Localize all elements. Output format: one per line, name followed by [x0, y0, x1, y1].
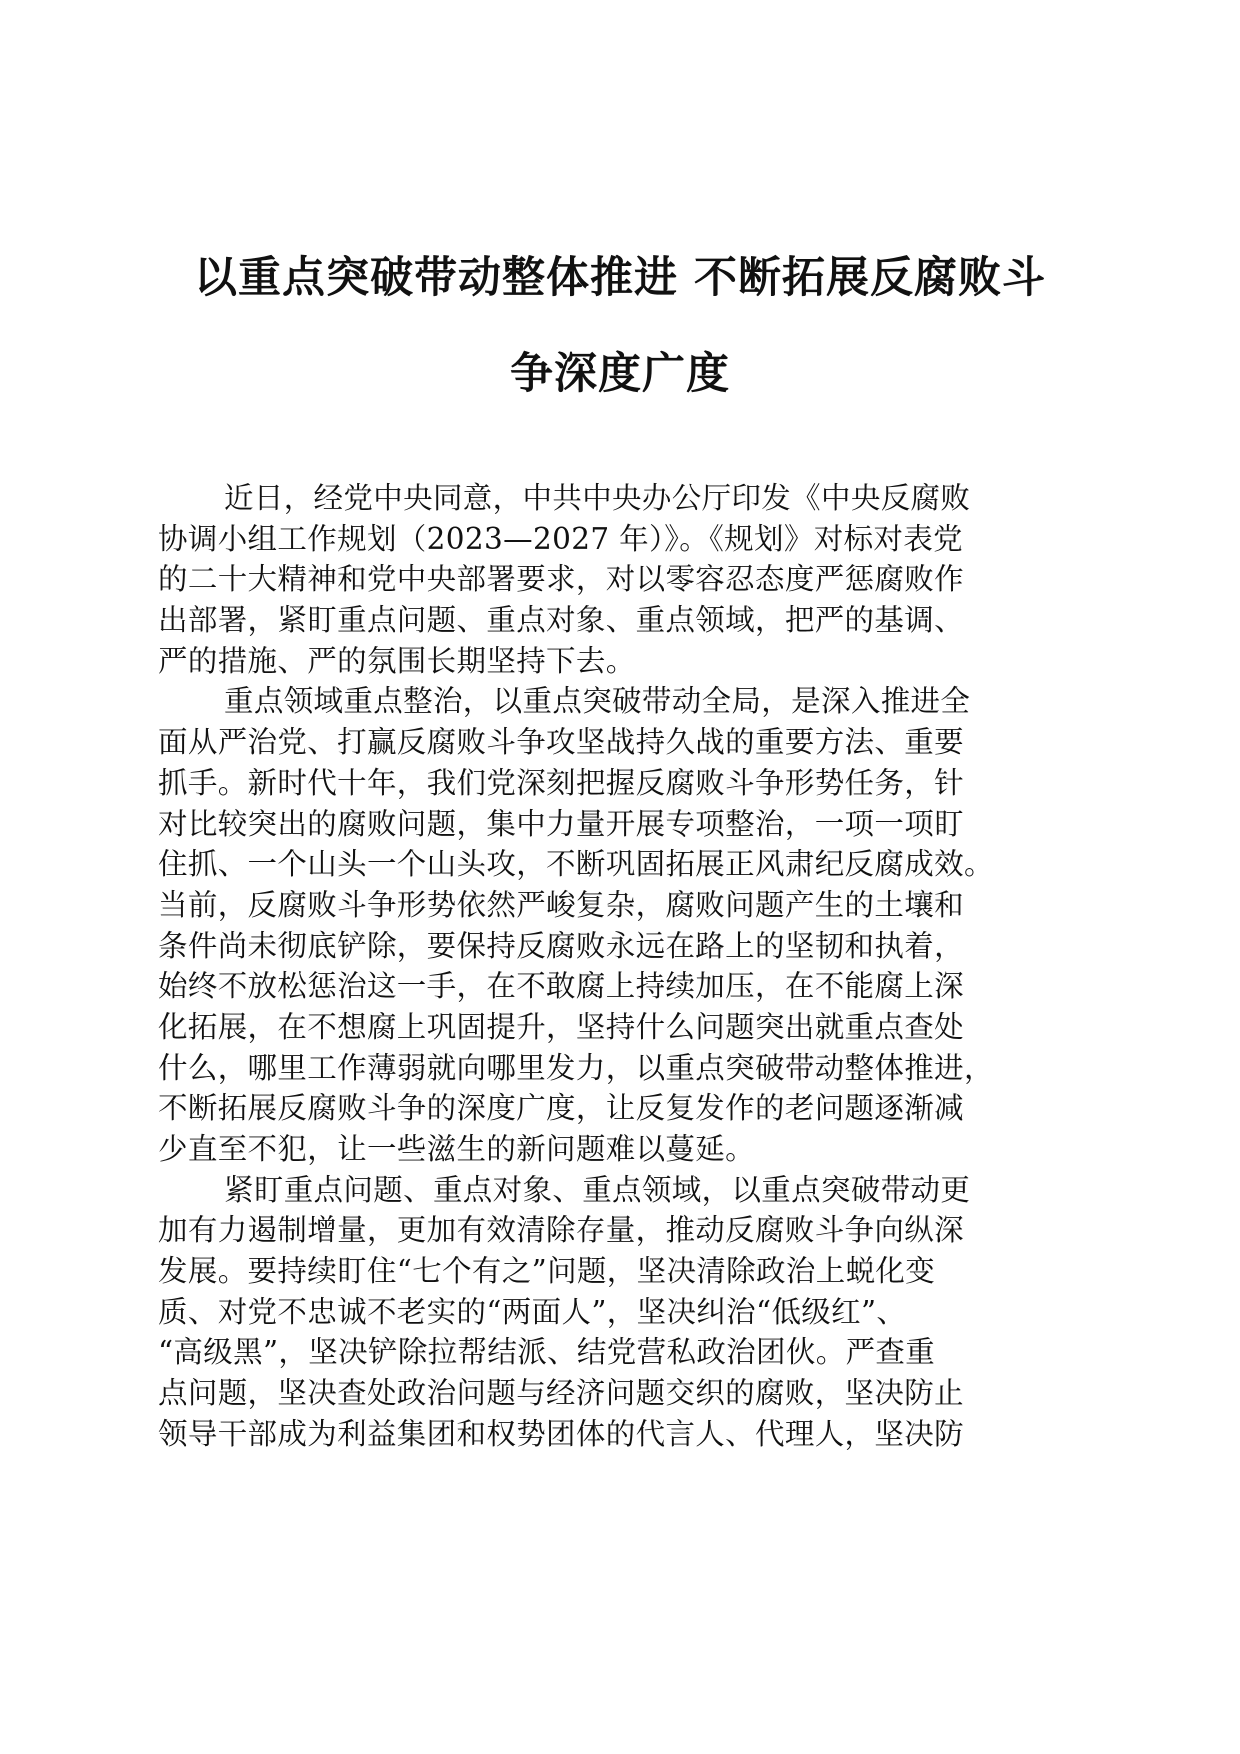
text-line: 加有力遏制增量，更加有效清除存量，推动反腐败斗争向纵深 [158, 1213, 964, 1248]
text-line: 出部署，紧盯重点问题、重点对象、重点领域，把严的基调、 [158, 603, 964, 638]
page-title [150, 252, 1090, 400]
text-line: 发展。要持续盯住“七个有之”问题，坚决清除政治上蜕化变 [158, 1254, 936, 1289]
text-line: “高级黑”，坚决铲除拉帮结派、结党营私政治团伙。严查重 [158, 1335, 936, 1370]
text-line: 不断拓展反腐败斗争的深度广度，让反复发作的老问题逐渐减 [158, 1091, 964, 1126]
article-body [158, 478, 1088, 1455]
paragraph-2 [158, 681, 1088, 1169]
text-line: 点问题，坚决查处政治问题与经济问题交织的腐败，坚决防止 [158, 1376, 964, 1411]
text-line: 什么，哪里工作薄弱就向哪里发力，以重点突破带动整体推进， [158, 1050, 994, 1085]
text-line: 住抓、一个山头一个山头攻，不断巩固拓展正风肃纪反腐成效。 [158, 847, 994, 882]
text-line: 抓手。新时代十年，我们党深刻把握反腐败斗争形势任务，针 [158, 765, 964, 800]
text-line: 严的措施、严的氛围长期坚持下去。 [158, 643, 636, 678]
text-line: 的二十大精神和党中央部署要求，对以零容忍态度严惩腐败作 [158, 562, 964, 597]
text-line: 化拓展，在不想腐上巩固提升，坚持什么问题突出就重点查处 [158, 1009, 964, 1044]
paragraph-3 [158, 1170, 1088, 1455]
text-line: 少直至不犯，让一些滋生的新问题难以蔓延。 [158, 1132, 756, 1166]
text-line: 近日，经党中央同意，中共中央办公厅印发《中央反腐败 [224, 481, 971, 515]
text-line: 领导干部成为利益集团和权势团体的代言人、代理人，坚决防 [158, 1416, 964, 1451]
title-line-2: 争深度广度 [510, 349, 730, 399]
text-line: 紧盯重点问题、重点对象、重点领域，以重点突破带动更 [224, 1172, 971, 1207]
paragraph-1 [158, 478, 1088, 681]
text-line: 对比较突出的腐败问题，集中力量开展专项整治，一项一项盯 [158, 806, 964, 841]
text-line: 条件尚未彻底铲除，要保持反腐败永远在路上的坚韧和执着， [158, 928, 964, 963]
text-line: 质、对党不忠诚不老实的“两面人”，坚决纠治“低级红”、 [158, 1294, 907, 1329]
text-line: 始终不放松惩治这一手，在不敢腐上持续加压，在不能腐上深 [158, 969, 964, 1004]
text-line: 面从严治党、打赢反腐败斗争攻坚战持久战的重要方法、重要 [158, 725, 964, 760]
text-line: 重点领域重点整治，以重点突破带动全局，是深入推进全 [224, 684, 971, 719]
text-line: 当前，反腐败斗争形势依然严峻复杂，腐败问题产生的土壤和 [158, 887, 964, 922]
title-line-1: 以重点突破带动整体推进 不断拓展反腐败斗 [194, 253, 1046, 303]
text-line: 协调小组工作规划（2023—2027 年）》。《规划》对标对表党 [158, 521, 963, 556]
